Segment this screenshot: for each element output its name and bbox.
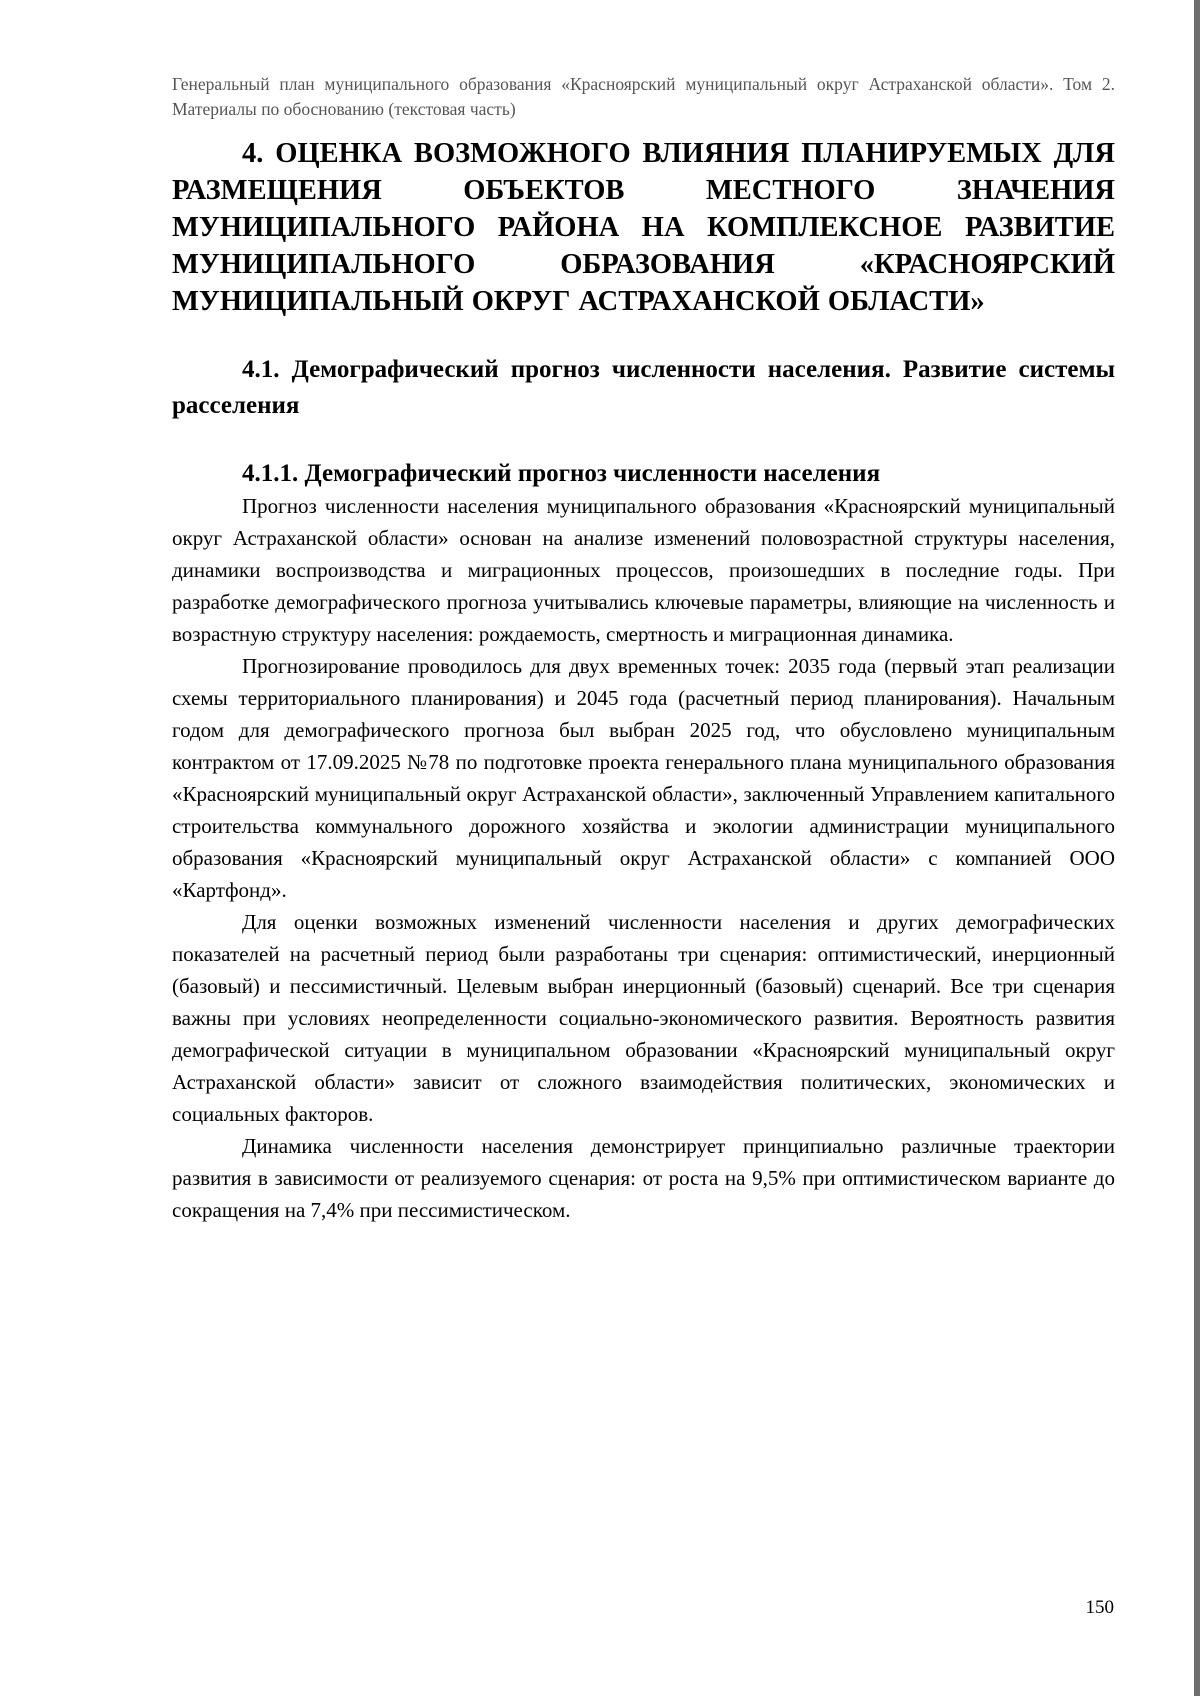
section-title: 4.1. Демографический прогноз численности населения. Развитие системы расселения (172, 356, 1115, 419)
running-header: Генеральный план муниципального образования «Красноярский муниципальный округ Астраханской области». Том 2. Материалы по обоснованию (текстовая часть) (172, 74, 1115, 119)
body-paragraph-2: Прогнозирование проводилось для двух временных точек: 2035 года (первый этап реализации схемы территориального планирования) и 2045 года (расчетный период планирования). Начальным годом для демографического прогноза был выбран 2025 год, что обусловлено муниципальным контрактом от 17.09.2025 №78 по подготовке проекта генерального плана муниципального образования «Красноярский муниципальный округ Астраханской области», заключенный Управлением капитального строительства коммунального дорожного хозяйства и экологии администрации муниципального образования «Красноярский муниципальный округ Астраханской области» с компанией ООО «Картфонд». (172, 654, 1115, 902)
chapter-title: 4. ОЦЕНКА ВОЗМОЖНОГО ВЛИЯНИЯ ПЛАНИРУЕМЫХ ДЛЯ РАЗМЕЩЕНИЯ ОБЪЕКТОВ МЕСТНОГО ЗНАЧЕНИЯ МУНИЦИПАЛЬНОГО РАЙОНА НА КОМПЛЕКСНОЕ РАЗВИТИЕ МУНИЦИПАЛЬНОГО ОБРАЗОВАНИЯ «КРАСНОЯРСКИЙ МУНИЦИПАЛЬНЫЙ ОКРУГ АСТРАХАНСКОЙ ОБЛАСТИ» (172, 138, 1115, 317)
page-content (172, 72, 1115, 1226)
body-paragraph-4: Динамика численности населения демонстрирует принципиально различные траектории развития в зависимости от реализуемого сценария: от роста на 9,5% при оптимистическом варианте до сокращения на 7,4% при пессимистическом. (172, 1134, 1115, 1222)
body-paragraph-3: Для оценки возможных изменений численности населения и других демографических показателей на расчетный период были разработаны три сценария: оптимистический, инерционный (базовый) и пессимистичный. Целевым выбран инерционный (базовый) сценарий. Все три сценария важны при условиях неопределенности социально-экономического развития. Вероятность развития демографической ситуации в муниципальном образовании «Красноярский муниципальный округ Астраханской области» зависит от сложного взаимодействия политических, экономических и социальных факторов. (172, 910, 1115, 1126)
page-edge-shadow (1194, 0, 1200, 1696)
page-number: 150 (1085, 1597, 1114, 1618)
subsection-title: 4.1.1. Демографический прогноз численности населения (242, 460, 881, 487)
body-paragraph-1: Прогноз численности населения муниципального образования «Красноярский муниципальный округ Астраханской области» основан на анализе изменений половозрастной структуры населения, динамики воспроизводства и миграционных процессов, произошедших в последние годы. При разработке демографического прогноза учитывались ключевые параметры, влияющие на численность и возрастную структуру населения: рождаемость, смертность и миграционная динамика. (172, 494, 1115, 646)
